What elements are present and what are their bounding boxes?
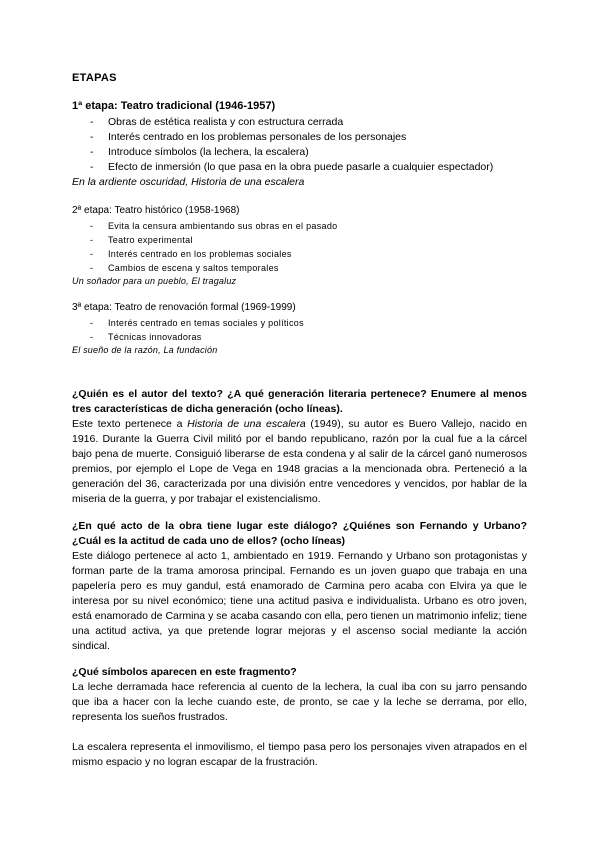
list-item: - Introduce símbolos (la lechera, la escalera) <box>90 146 309 158</box>
stage-3-works: El sueño de la razón, La fundación <box>72 345 218 355</box>
stage-3-title: 3ª etapa: Teatro de renovación formal (1969-1999) <box>72 302 296 313</box>
stage-3-list <box>0 316 304 344</box>
list-item: - Técnicas innovadoras <box>90 332 202 342</box>
question-block-2 <box>72 519 527 654</box>
list-item: - Cambios de escena y saltos temporales <box>90 263 279 273</box>
stage-2-list <box>0 219 337 275</box>
list-item: - Interés centrado en temas sociales y políticos <box>90 318 304 328</box>
answer-2: Este diálogo pertenece al acto 1, ambientado en 1919. Fernando y Urbano son protagonistas y forman parte de la trama amorosa principal. Fernando es un joven guapo que trabaja en una papelería pero es muy gandul, está enamorado de Carmina pero acaba con Elvira ya que le interesa por su nivel económico; tiene una actitud pasiva e individualista. Urbano es otro joven, está enamorado de Carmina y se acaba casando con ella, pero tienen un matrimonio infeliz; tiene una actitud activa, ya que pretende lograr mejoras y el ascenso social mediante la acción sindical. <box>72 550 527 652</box>
list-item: - Efecto de inmersión (lo que pasa en la obra puede pasarle a cualquier espectador) <box>90 161 494 173</box>
list-item: - Teatro experimental <box>90 235 193 245</box>
stage-1-title: 1ª etapa: Teatro tradicional (1946-1957) <box>72 100 276 112</box>
list-item: - Interés centrado en los problemas sociales <box>90 249 292 259</box>
page-title: ETAPAS <box>72 72 117 84</box>
question-block-1 <box>72 387 527 507</box>
stage-1-works: En la ardiente oscuridad, Historia de una escalera <box>72 176 305 188</box>
question-block-3 <box>72 665 527 770</box>
answer-3 <box>72 680 527 770</box>
stage-2-title: 2ª etapa: Teatro histórico (1958-1968) <box>72 205 240 216</box>
stage-2-works: Un soñador para un pueblo, El tragaluz <box>72 276 237 286</box>
question-3: ¿Qué símbolos aparecen en este fragmento? <box>72 666 297 678</box>
list-item: - Evita la censura ambientando sus obras en el pasado <box>90 221 338 231</box>
question-1: ¿Quién es el autor del texto? ¿A qué generación literaria pertenece? Enumere al menos tres características de dicha generación (ocho líneas). <box>72 388 527 415</box>
answer-3-paragraph-2: La escalera representa el inmovilismo, el tiempo pasa pero los personajes viven atrapados en el mismo espacio y no logran escapar de la frustración. <box>72 741 527 768</box>
list-item: - Interés centrado en los problemas personales de los personajes <box>90 131 407 143</box>
stage-1-list <box>0 115 493 175</box>
question-2: ¿En qué acto de la obra tiene lugar este diálogo? ¿Quiénes son Fernando y Urbano? ¿Cuál es la actitud de cada uno de ellos? (ocho líneas) <box>72 520 527 547</box>
answer-1: Este texto pertenece a Historia de una escalera (1949), su autor es Buero Vallejo, nacido en 1916. Durante la Guerra Civil militó por el bando republicano, razón por la cual fue a la cárcel bajo pena de muerte. Consiguió liberarse de esta condena y al salir de la cárcel ganó numerosos premios, por ejemplo el Lope de Vega en 1948 gracias a la mencionada obra. Perteneció a la generación del 36, caracterizada por una división entre vencedores y vencidos, por hablar de la miseria de la guerra, y por trabajar el existencialismo. <box>72 418 528 505</box>
answer-3-paragraph-1: La leche derramada hace referencia al cuento de la lechera, la cual iba con su jarro pensando que iba a hacer con la leche cuando este, de pronto, se cae y la leche se derrama, por ello, representa los sueños frustrados. <box>72 681 527 723</box>
list-item: - Obras de estética realista y con estructura cerrada <box>90 116 344 128</box>
